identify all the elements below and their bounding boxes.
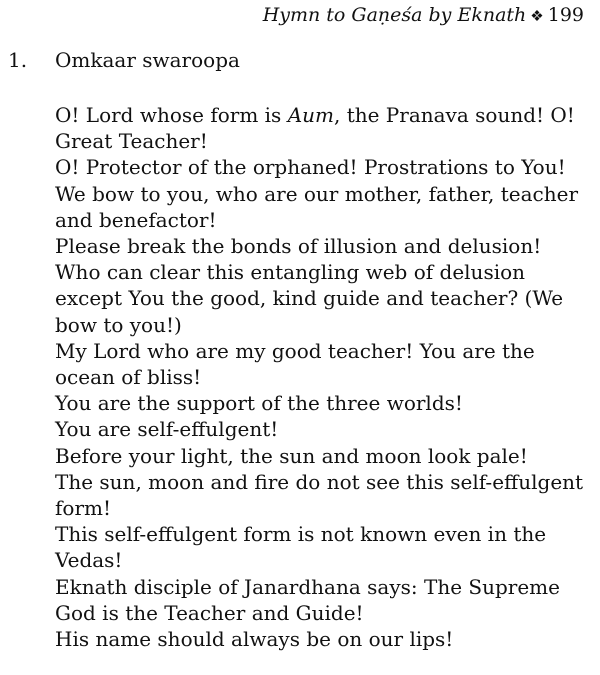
verse-line: His name should always be on our lips! [55,627,454,652]
verse-line: The sun, moon and fire do not see this self-effulgent [55,469,584,494]
verse-line: We bow to you, who are our mother, father, teacher [55,181,578,206]
verse-line: Who can clear this entangling web of delusion [55,260,526,285]
verse-text [55,102,595,652]
verse-line: Great Teacher! [55,129,208,154]
aum-emphasis: Aum [287,103,334,127]
running-title: Hymn to Gaṇeśa by Eknath [262,4,527,26]
verse-line: O! Protector of the orphaned! Prostrations to You! [55,155,566,180]
verse-line: O! Lord whose form is Aum, the Pranava sound! O! [55,103,575,127]
verse-line: God is the Teacher and Guide! [55,600,364,625]
page-number: 199 [547,4,584,26]
running-head [263,4,584,26]
verse-line: Before your light, the sun and moon look pale! [55,443,528,468]
section-number: 1. [8,48,28,72]
ornament-icon: ❖ [530,7,544,25]
verse-line: and benefactor! [55,207,217,232]
verse-line: ocean of bliss! [55,365,202,390]
verse-line: Please break the bonds of illusion and delusion! [55,234,542,259]
verse-line: form! [55,496,112,521]
verse-line: bow to you!) [55,312,182,337]
verse-line: You are self-effulgent! [55,417,279,442]
section-title: Omkaar swaroopa [55,48,240,72]
verse-line: Eknath disciple of Janardhana says: The Supreme [55,574,560,599]
verse-line: This self-effulgent form is not known even in the [55,522,547,547]
verse-line: You are the support of the three worlds! [55,391,463,416]
verse-line: except You the good, kind guide and teacher? (We [55,286,564,311]
verse-line: My Lord who are my good teacher! You are the [55,338,535,363]
verse-line: Vedas! [55,548,123,573]
